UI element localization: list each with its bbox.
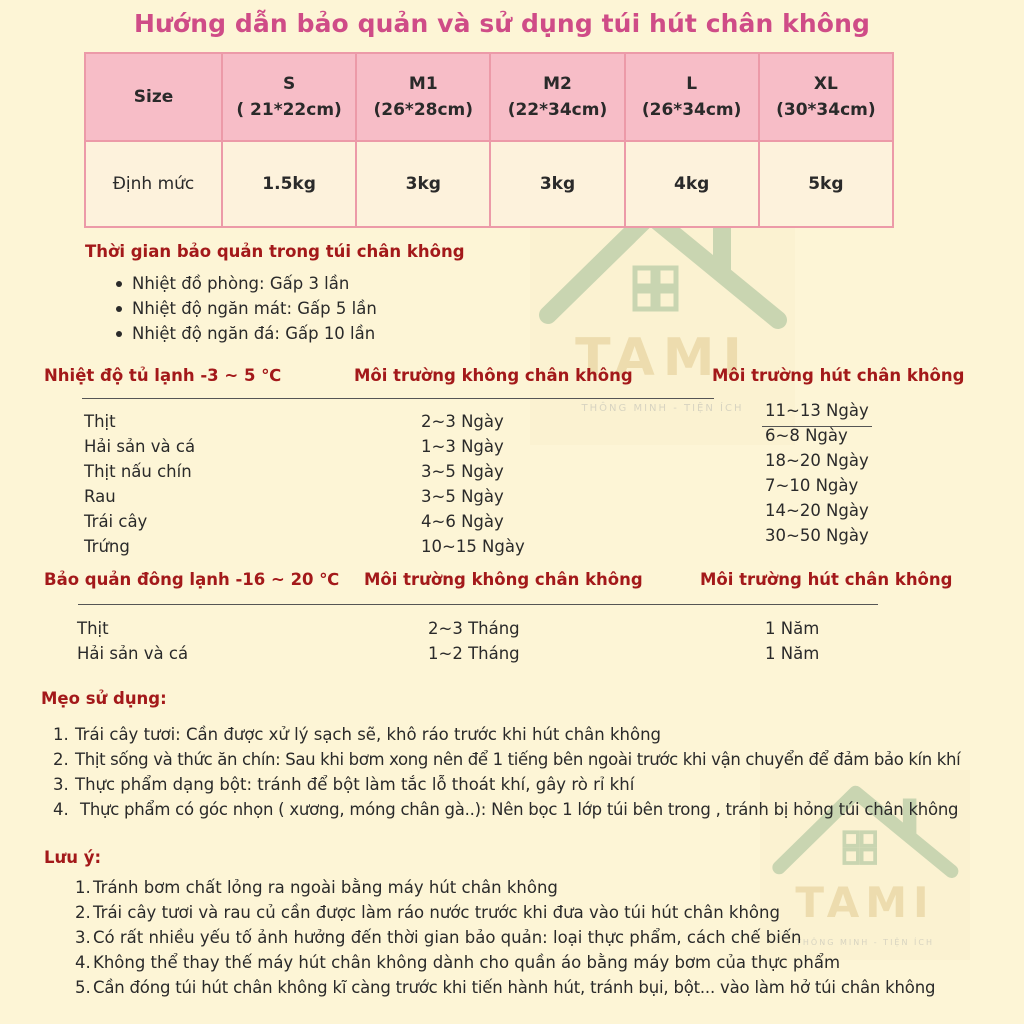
fridge-vacuum-column — [765, 398, 869, 548]
food-name: Trái cây — [84, 512, 148, 531]
list-item: 2. Trái cây tươi và rau củ cần được làm ráo nước trước khi đưa vào túi hút chân không — [75, 903, 780, 922]
list-item: 1. Trái cây tươi: Cần được xử lý sạch sẽ, khô ráo trước khi hút chân không — [53, 725, 661, 744]
normal-duration: 10~15 Ngày — [421, 537, 525, 556]
fridge-food-column — [84, 409, 195, 559]
bullet-icon — [116, 281, 122, 287]
vacuum-duration: 1 Năm — [765, 644, 820, 663]
list-item: Nhiệt độ ngăn mát: Gấp 5 lần — [132, 296, 377, 321]
watermark-brand: TAMI — [575, 328, 750, 388]
capacity-cell: 4kg — [625, 141, 759, 227]
size-cell-m1: M1 (26*28cm) — [356, 53, 490, 141]
freezer-col-no-vacuum: Môi trường không chân không — [364, 570, 643, 589]
normal-duration: 1~2 Tháng — [428, 644, 520, 663]
tips-title: Mẹo sử dụng: — [41, 689, 167, 708]
freezer-food-column — [77, 616, 188, 666]
food-name: Thịt nấu chín — [84, 462, 192, 481]
freezer-title: Bảo quản đông lạnh -16 ~ 20 ℃ — [44, 570, 340, 589]
notes-list — [75, 875, 935, 1000]
list-item: 5. Cần đóng túi hút chân không kĩ càng trước khi tiến hành hút, tránh bụi, bột... vào làm hở túi chân không — [75, 978, 936, 997]
size-table — [84, 52, 894, 228]
vacuum-duration: 1 Năm — [765, 619, 820, 638]
fridge-col-vacuum: Môi trường hút chân không — [712, 366, 965, 385]
notes-title: Lưu ý: — [44, 848, 102, 867]
watermark-tagline: THÔNG MINH - TIỆN ÍCH — [581, 403, 744, 414]
normal-duration: 2~3 Ngày — [421, 412, 504, 431]
capacity-cell: 3kg — [490, 141, 624, 227]
size-cell-s: S ( 21*22cm) — [222, 53, 356, 141]
capacity-label-cell: Định mức — [85, 141, 222, 227]
list-item: 4. Thực phẩm có góc nhọn ( xương, móng chân gà..): Nên bọc 1 lớp túi bên trong , tránh bị hỏng túi chân không — [53, 800, 959, 819]
size-header-row — [85, 53, 893, 141]
fridge-col-no-vacuum: Môi trường không chân không — [354, 366, 633, 385]
list-item: Nhiệt đồ phòng: Gấp 3 lần — [132, 271, 377, 296]
capacity-cell: 1.5kg — [222, 141, 356, 227]
food-name: Hải sản và cá — [84, 437, 196, 456]
normal-duration: 3~5 Ngày — [421, 462, 504, 481]
capacity-row — [85, 141, 893, 227]
size-cell-m2: M2 (22*34cm) — [490, 53, 624, 141]
freezer-normal-column — [428, 616, 520, 666]
divider — [78, 604, 878, 605]
normal-duration: 2~3 Tháng — [428, 619, 520, 638]
normal-duration: 1~3 Ngày — [421, 437, 504, 456]
food-name: Thịt — [77, 619, 109, 638]
list-item: 2. Thịt sống và thức ăn chín: Sau khi bơm xong nên để 1 tiếng bên ngoài trước khi vận chuyển để đảm bảo kín khí — [53, 750, 961, 769]
divider — [82, 398, 714, 399]
capacity-cell: 3kg — [356, 141, 490, 227]
tips-list — [53, 722, 960, 822]
food-name: Trứng — [84, 537, 130, 556]
normal-duration: 3~5 Ngày — [421, 487, 504, 506]
capacity-cell: 5kg — [759, 141, 893, 227]
list-item: Nhiệt độ ngăn đá: Gấp 10 lần — [132, 321, 377, 346]
list-item: 4. Không thể thay thế máy hút chân không dành cho quần áo bằng máy bơm của thực phẩm — [75, 953, 841, 972]
list-item: 3. Có rất nhiều yếu tố ảnh hưởng đến thời gian bảo quản: loại thực phẩm, cách chế biến — [75, 928, 802, 947]
fridge-title: Nhiệt độ tủ lạnh -3 ~ 5 ℃ — [44, 366, 282, 385]
food-name: Rau — [84, 487, 116, 506]
storage-time-title: Thời gian bảo quản trong túi chân không — [85, 242, 465, 261]
freezer-col-vacuum: Môi trường hút chân không — [700, 570, 953, 589]
vacuum-duration: 30~50 Ngày — [765, 526, 869, 545]
watermark-tagline: THÔNG MINH - TIỆN ÍCH — [796, 938, 934, 947]
list-item: 3. Thực phẩm dạng bột: tránh để bột làm tắc lỗ thoát khí, gây rò rỉ khí — [53, 775, 635, 794]
food-name: Hải sản và cá — [77, 644, 189, 663]
vacuum-duration: 14~20 Ngày — [765, 501, 869, 520]
size-cell-l: L (26*34cm) — [625, 53, 759, 141]
bullet-icon — [116, 331, 122, 337]
bullet-icon — [116, 306, 122, 312]
normal-duration: 4~6 Ngày — [421, 512, 504, 531]
vacuum-duration: 18~20 Ngày — [765, 451, 869, 470]
freezer-vacuum-column — [765, 616, 819, 666]
storage-time-list — [132, 271, 377, 346]
page-title: Hướng dẫn bảo quản và sử dụng túi hút chân không — [134, 9, 870, 38]
size-cell-xl: XL (30*34cm) — [759, 53, 893, 141]
vacuum-duration: 6~8 Ngày — [765, 426, 848, 445]
vacuum-duration: 7~10 Ngày — [765, 476, 859, 495]
food-name: Thịt — [84, 412, 116, 431]
list-item: 1. Tránh bơm chất lỏng ra ngoài bằng máy hút chân không — [75, 878, 558, 897]
size-label-cell: Size — [85, 53, 222, 141]
fridge-normal-column — [421, 409, 525, 559]
watermark-brand: TAMI — [795, 878, 935, 927]
vacuum-duration: 11~13 Ngày — [765, 401, 869, 420]
